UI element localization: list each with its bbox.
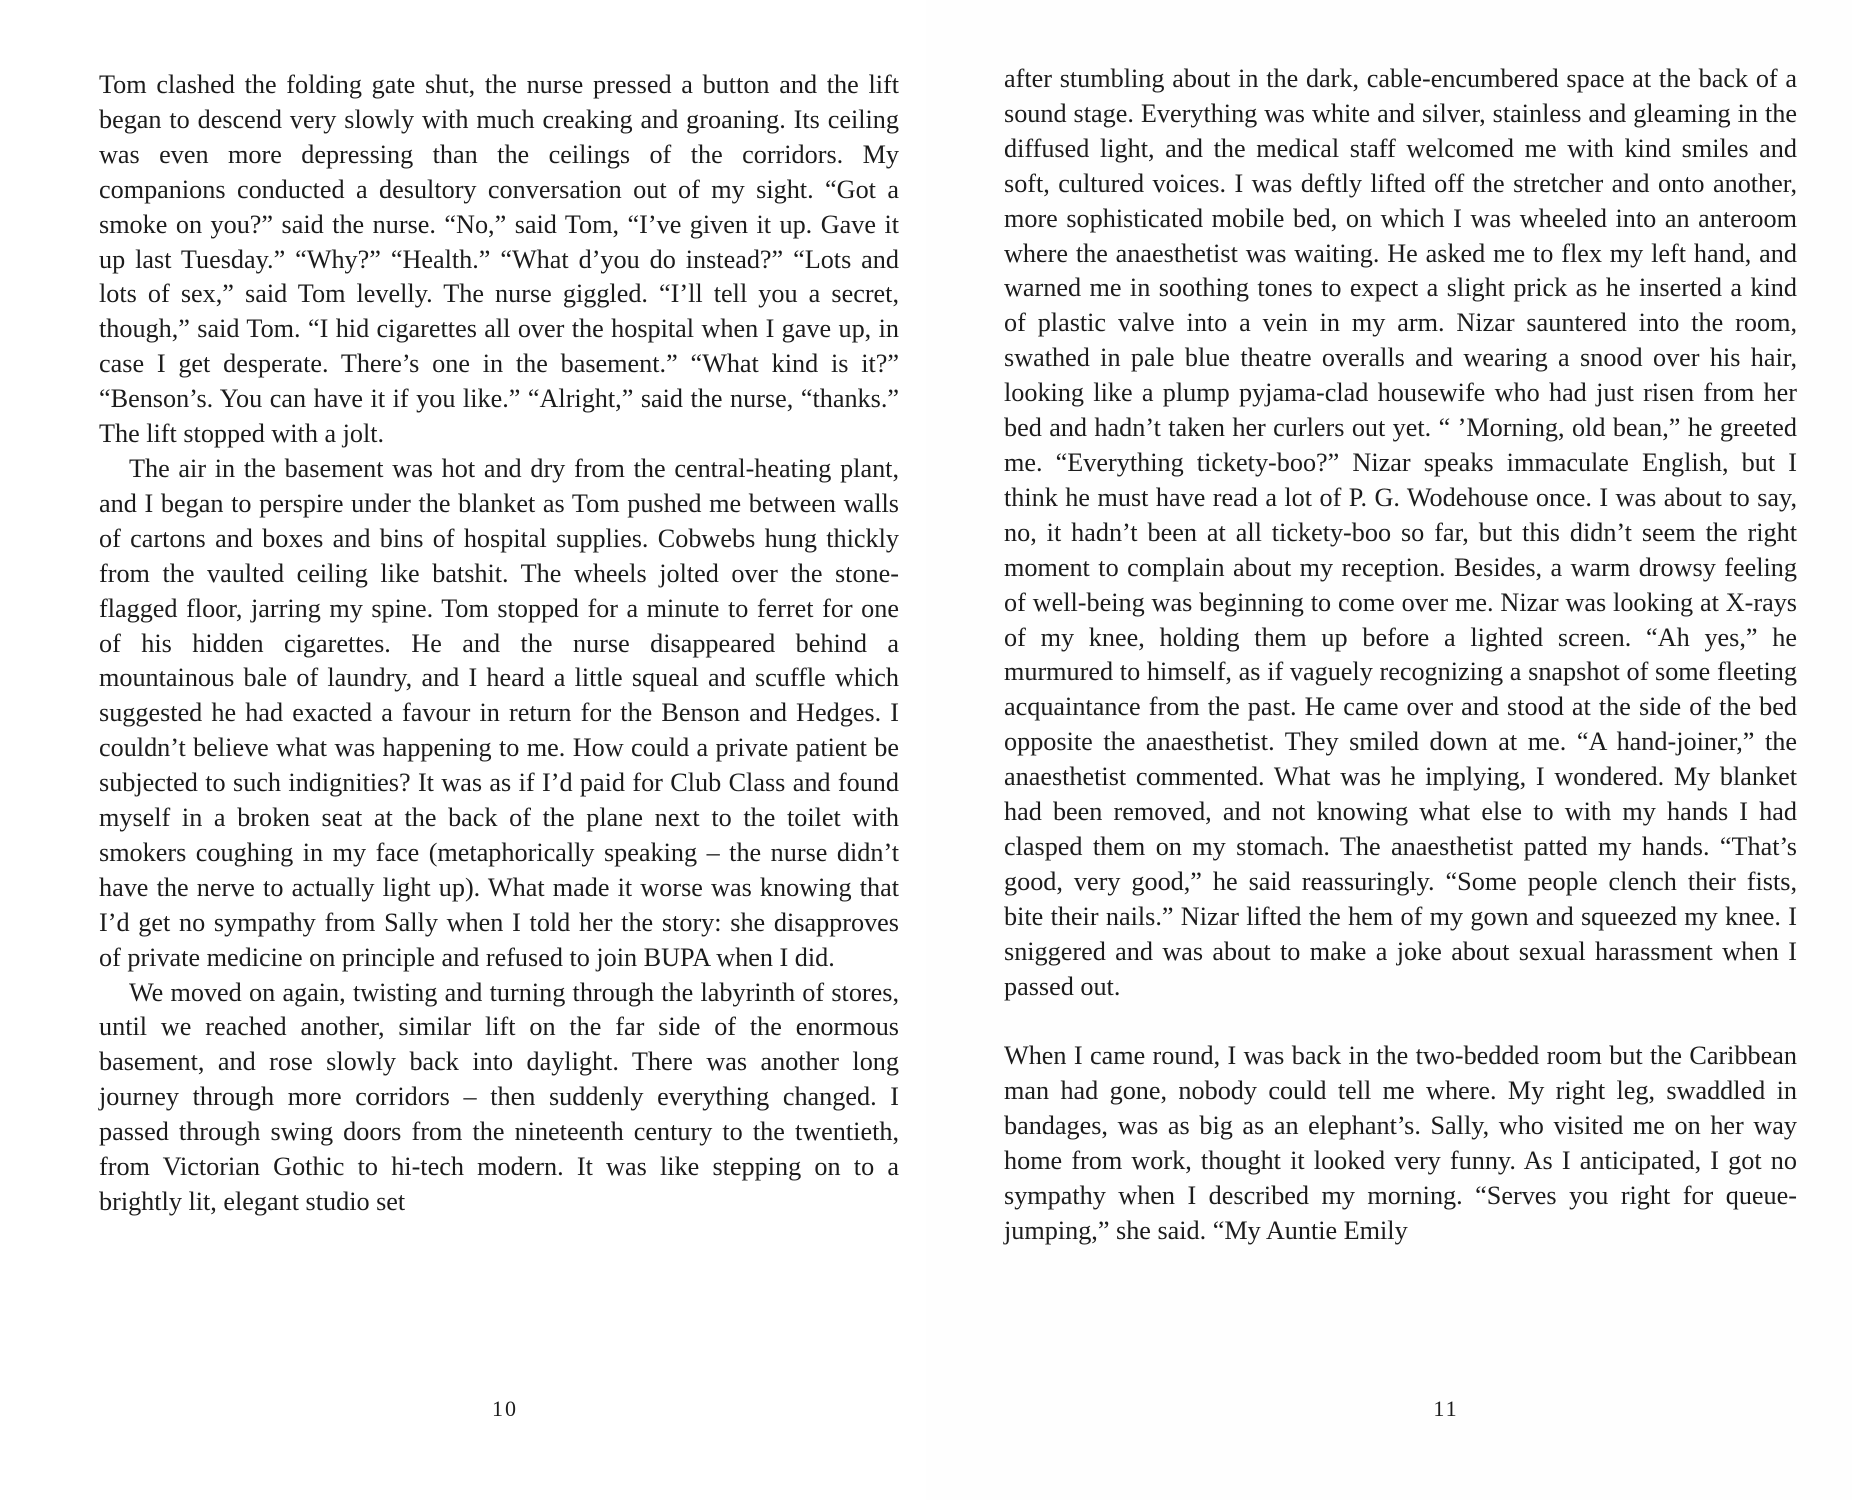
paragraph: When I came round, I was back in the two-bedded room but the Caribbean man had gone, nobody could tell me where. My right leg, swaddled in bandages, was as big as an elephant’s. Sally, who visited me on her way home from work, thought it looked very funny. As I anticipated, I got no sympathy when I described my morning. “Serves you right for queue-jumping,” she said. “My Auntie Emily [1004, 1041, 1797, 1245]
right-page [926, 0, 1852, 1500]
paragraph: after stumbling about in the dark, cable-encumbered space at the back of a sound stage. Everything was white and silver, stainless and gleaming in the diffused light, and the medical staff welcomed me with kind smiles and soft, cultured voices. I was deftly lifted off the stretcher and onto another, more sophisticated mobile bed, on which I was wheeled into an anteroom where the anaesthetist was waiting. He asked me to flex my left hand, and warned me in soothing tones to expect a slight prick as he inserted a kind of plastic valve into a vein in my arm. Nizar sauntered into the room, swathed in pale blue theatre overalls and wearing a snood over his hair, looking like a plump pyjama-clad housewife who had just risen from her bed and hadn’t taken her curlers out yet. “ ’Morning, old bean,” he greeted me. “Everything tickety-boo?” Nizar speaks immaculate English, but I think he must have read a lot of P. G. Wodehouse once. I was about to say, no, it hadn’t been at all tickety-boo so far, but this didn’t seem the right moment to complain about my reception. Besides, a warm drowsy feeling of well-being was beginning to come over me. Nizar was looking at X-rays of my knee, holding them up before a lighted screen. “Ah yes,” he murmured to himself, as if vaguely recognizing a snapshot of some fleeting acquaintance from the past. He came over and stood at the side of the bed opposite the anaesthetist. They smiled down at me. “A hand-joiner,” the anaesthetist commented. What was he implying, I wondered. My blanket had been removed, and not knowing what else to with my hands I had clasped them on my stomach. The anaesthetist patted my hands. “That’s good, very good,” he said reassuringly. “Some people clench their fists, bite their nails.” Nizar lifted the hem of my gown and squeezed my knee. I sniggered and was about to make a joke about sexual harassment when I passed out. [1004, 64, 1797, 1001]
page-number-left: 10 [492, 1396, 518, 1421]
page-number-right: 11 [1433, 1396, 1459, 1421]
right-page-text [1004, 62, 1797, 1249]
paragraph: The air in the basement was hot and dry from the central-heating plant, and I began to perspire under the blanket as Tom pushed me between walls of cartons and boxes and bins of hospital supplies. Cobwebs hung thickly from the vaulted ceiling like batshit. The wheels jolted over the stone-flagged floor, jarring my spine. Tom stopped for a minute to ferret for one of his hidden cigarettes. He and the nurse disappeared behind a mountainous bale of laundry, and I heard a little squeal and scuffle which suggested he had exacted a favour in return for the Benson and Hedges. I couldn’t believe what was happening to me. How could a private patient be subjected to such indignities? It was as if I’d paid for Club Class and found myself in a broken seat at the back of the plane next to the toilet with smokers coughing in my face (metaphorically speaking – the nurse didn’t have the nerve to actually light up). What made it worse was knowing that I’d get no sympathy from Sally when I told her the story: she disapproves of private medicine on principle and refused to join BUPA when I did. [99, 453, 899, 972]
paragraph: Tom clashed the folding gate shut, the nurse pressed a button and the lift began to descend very slowly with much creaking and groaning. Its ceiling was even more depressing than the ceilings of the corridors. My companions conducted a desultory conversation out of my sight. “Got a smoke on you?” said the nurse. “No,” said Tom, “I’ve given it up. Gave it up last Tuesday.” “Why?” “Health.” “What d’you do instead?” “Lots and lots of sex,” said Tom levelly. The nurse giggled. “I’ll tell you a secret, though,” said Tom. “I hid cigarettes all over the hospital when I gave up, in case I get desperate. There’s one in the basement.” “What kind is it?” “Benson’s. You can have it if you like.” “Alright,” said the nurse, “thanks.” The lift stopped with a jolt. [99, 70, 899, 449]
paragraph: We moved on again, twisting and turning through the labyrinth of stores, until we reached another, similar lift on the far side of the enormous basement, and rose slowly back into daylight. There was another long journey through more corridors – then suddenly everything changed. I passed through swing doors from the nineteenth century to the twentieth, from Victorian Gothic to hi-tech modern. It was like stepping on to a brightly lit, elegant studio set [99, 977, 899, 1216]
left-page-text [99, 68, 899, 1220]
